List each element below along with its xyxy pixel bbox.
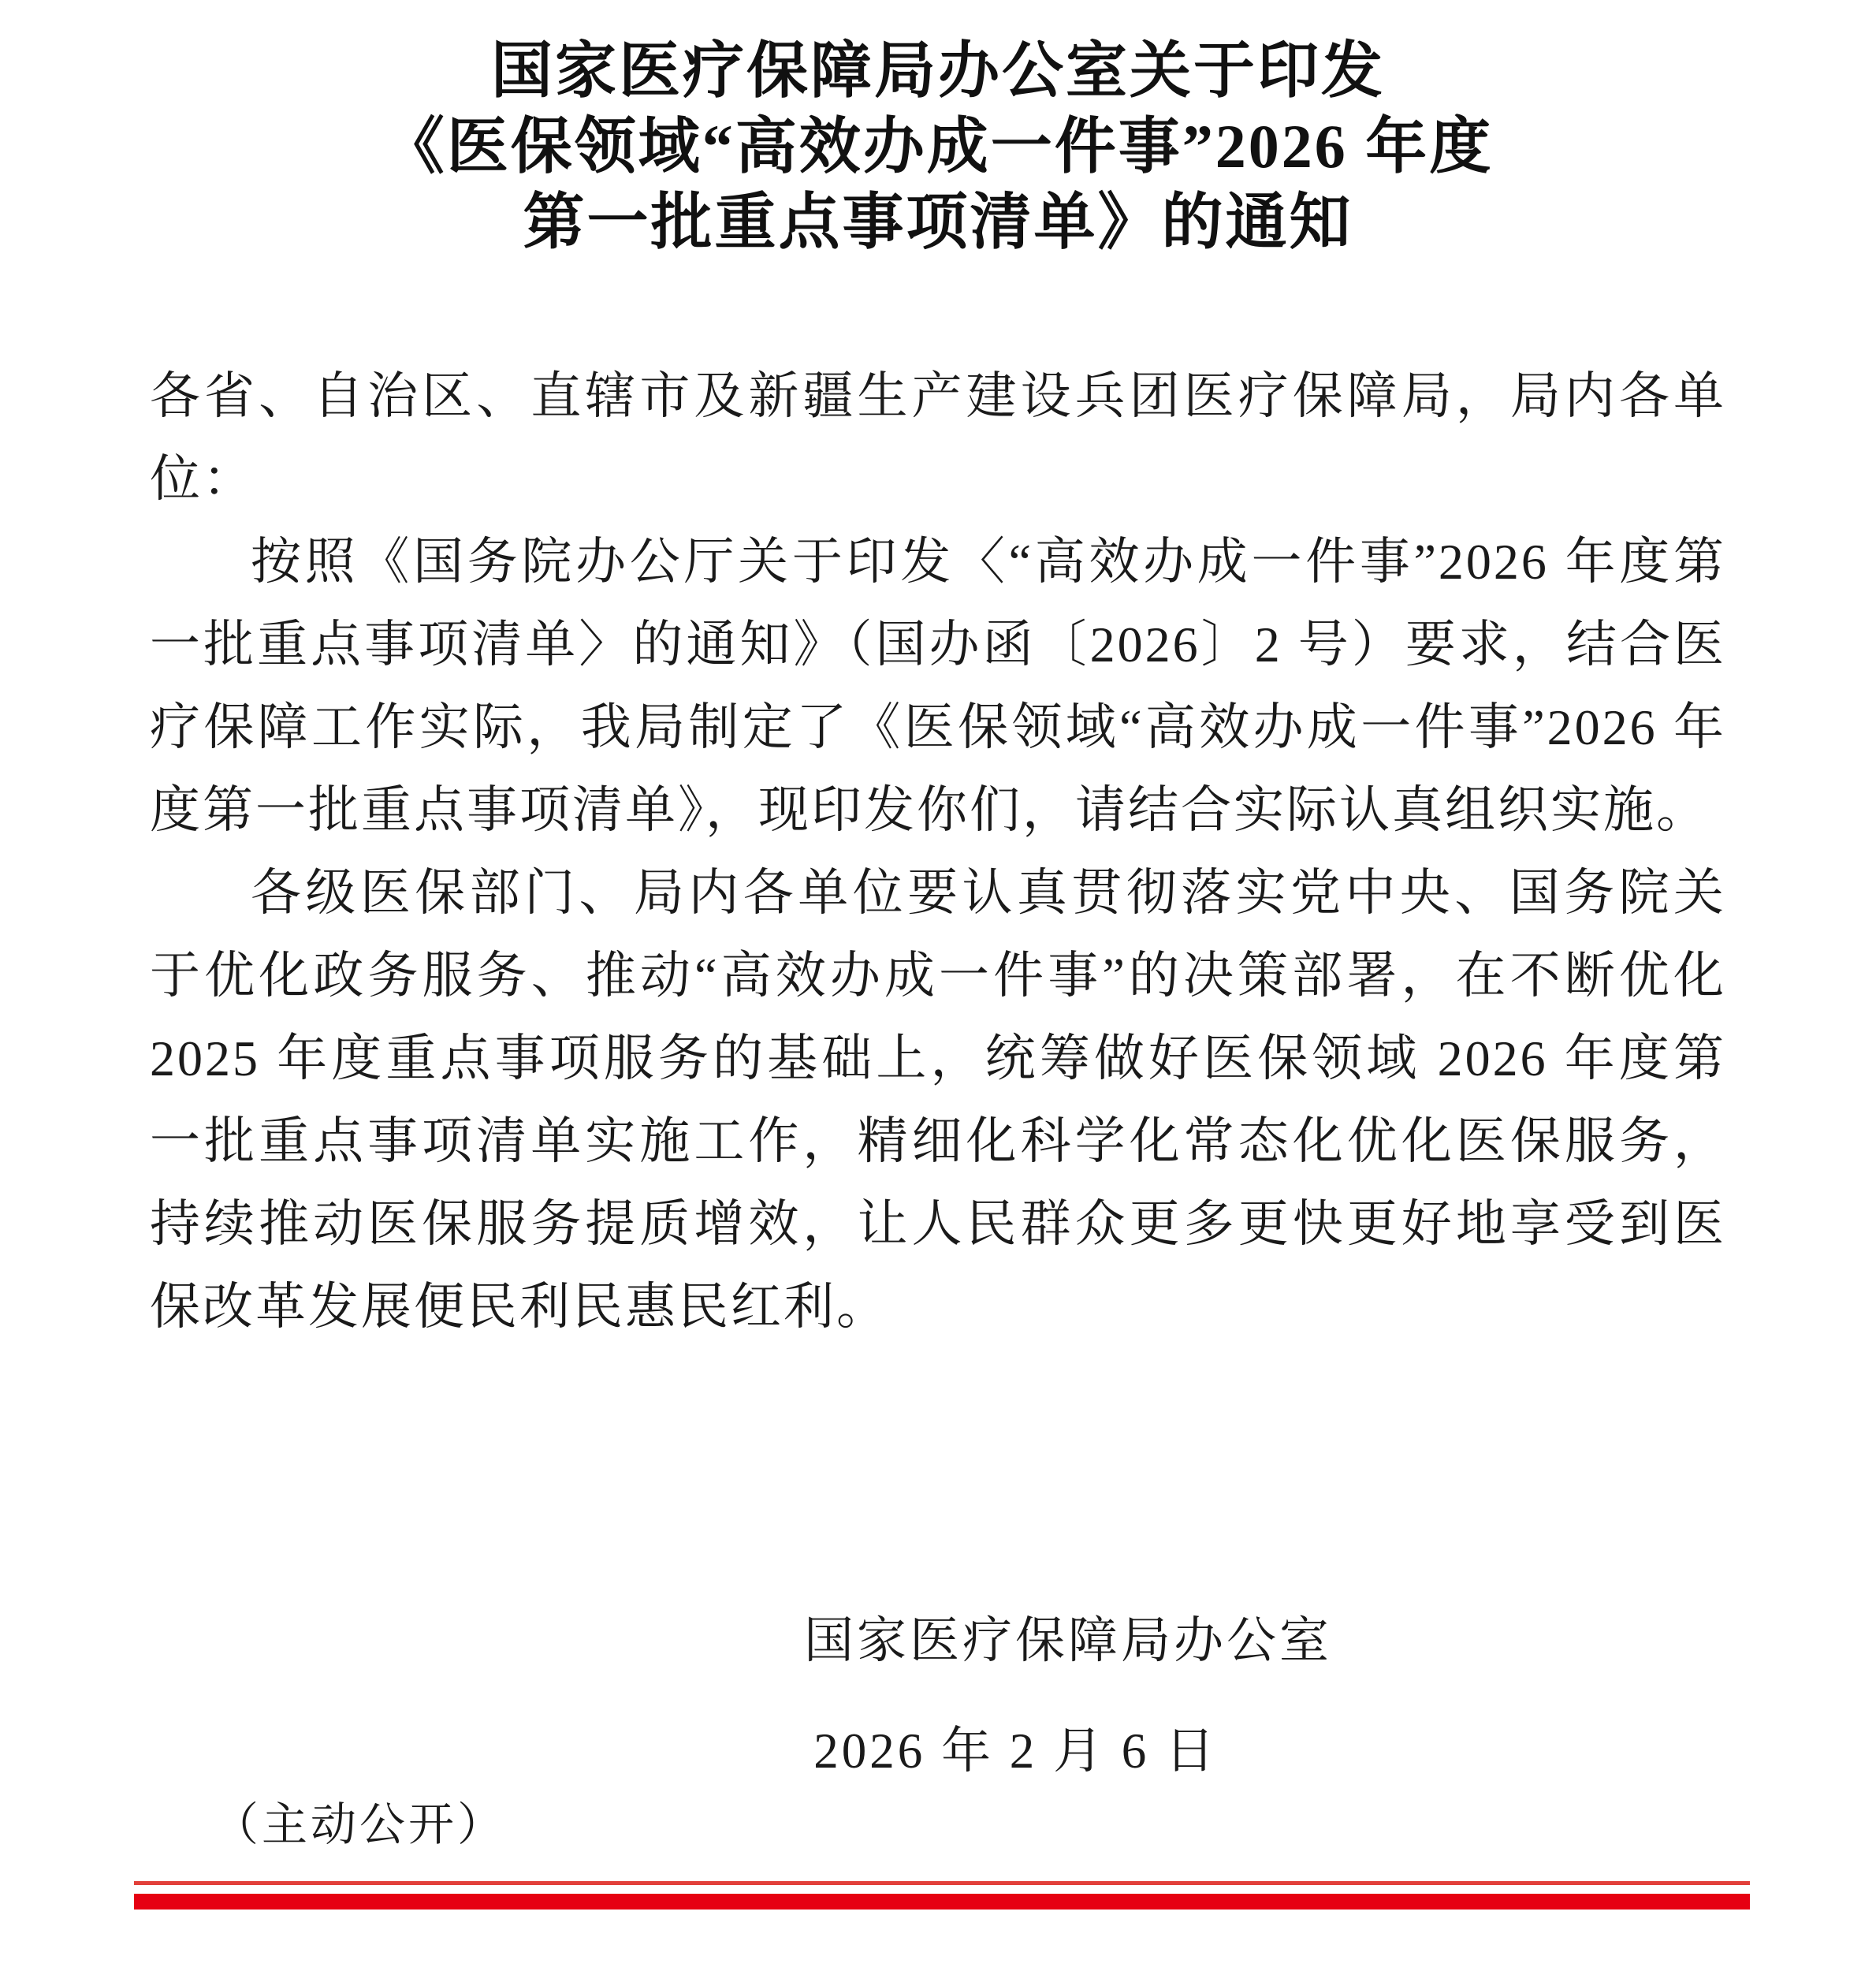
body-paragraph-2: 各级医保部门、局内各单位要认真贯彻落实党中央、国务院关于优化政务服务、推动“高效办成一件事”的决策部署，在不断优化 2025 年度重点事项服务的基础上，统筹做好医保领域 2026 年度第一批重点事项清单实施工作，精细化科学化常态化优化医保服务，持续推动医保服务提质增效，让人民群众更多更快更好地享受到医保改革发展便民利民惠民红利。: [150, 865, 1726, 1335]
document-body: [150, 355, 1726, 1348]
signature-block: [150, 1608, 1726, 1783]
title-line-1: 国家医疗保障局办公室关于印发: [490, 36, 1385, 105]
disclosure-note: （主动公开）: [213, 1799, 507, 1850]
document-title: [0, 33, 1876, 260]
title-line-3: 第一批重点事项清单》的通知: [523, 188, 1353, 256]
divider-line-thin: [134, 1881, 1750, 1885]
footer-divider: [134, 1881, 1750, 1910]
document-content: [150, 355, 1726, 1857]
body-paragraph-1: 按照《国务院办公厅关于印发〈“高效办成一件事”2026 年度第一批重点事项清单〉的通知》（国办函〔2026〕2 号）要求，结合医疗保障工作实际，我局制定了《医保领域“高效办成一件事”2026 年度第一批重点事项清单》，现印发你们，请结合实际认真组织实施。: [150, 534, 1726, 838]
signature-date: 2026 年 2 月 6 日: [813, 1723, 1218, 1779]
salutation-line: 各省、自治区、直辖市及新疆生产建设兵团医疗保障局，局内各单位：: [150, 368, 1726, 507]
signature-organization: 国家医疗保障局办公室: [804, 1613, 1332, 1668]
title-line-2: 《医保领域“高效办成一件事”2026 年度: [382, 112, 1494, 181]
divider-line-thick: [134, 1894, 1750, 1910]
